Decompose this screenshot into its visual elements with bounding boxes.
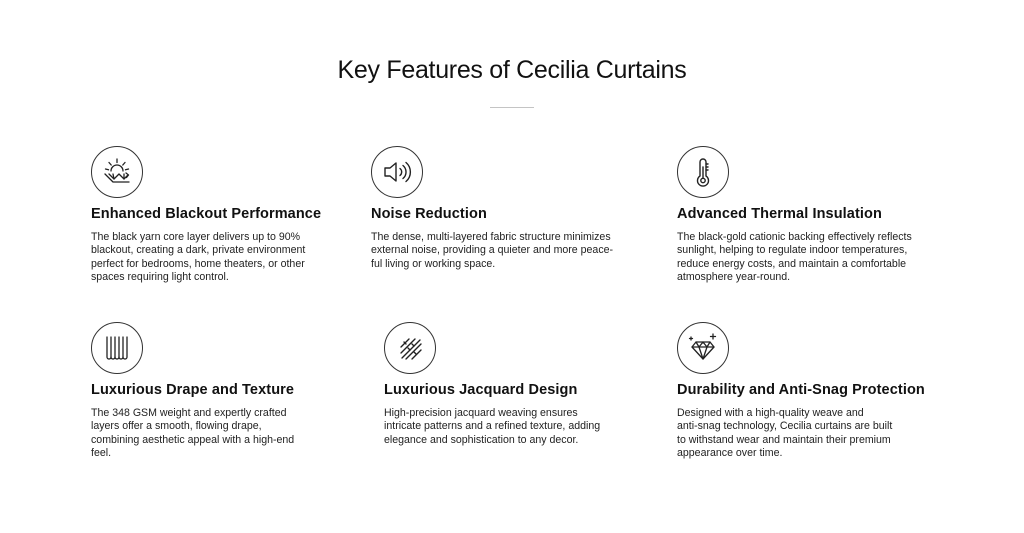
thermometer-icon bbox=[677, 146, 729, 198]
description-line: elegance and sophistication to any decor. bbox=[384, 433, 579, 446]
feature-title: Luxurious Jacquard Design bbox=[384, 382, 578, 398]
description-line: The dense, multi-layered fabric structure minimizes bbox=[371, 231, 611, 243]
description-line: Designed with a high-quality weave and bbox=[677, 407, 864, 419]
speaker-icon bbox=[371, 146, 423, 198]
description-line: sunlight, helping to regulate indoor temperatures, bbox=[677, 244, 908, 257]
feature-description bbox=[91, 231, 331, 285]
title-divider bbox=[490, 107, 534, 108]
feature-description bbox=[371, 231, 614, 271]
description-line: atmosphere year-round. bbox=[677, 271, 791, 284]
description-line: blackout, creating a dark, private environment bbox=[91, 244, 306, 257]
feature-title: Advanced Thermal Insulation bbox=[677, 206, 882, 222]
description-line: appearance over time. bbox=[677, 447, 783, 460]
feature-drape-texture bbox=[91, 322, 353, 461]
description-line: High-precision jacquard weaving ensures bbox=[384, 407, 578, 419]
description-line: spaces requiring light control. bbox=[91, 271, 229, 284]
feature-description bbox=[91, 407, 331, 461]
description-line: to withstand wear and maintain their premium bbox=[677, 433, 891, 446]
description-line: layers offer a smooth, flowing drape, bbox=[91, 420, 262, 433]
description-line: perfect for bedrooms, home theaters, or other bbox=[91, 257, 305, 270]
feature-title: Enhanced Blackout Performance bbox=[91, 206, 322, 222]
description-line: The 348 GSM weight and expertly crafted bbox=[91, 407, 287, 419]
feature-blackout bbox=[91, 146, 353, 285]
feature-jacquard-design bbox=[384, 322, 646, 447]
feature-description bbox=[677, 407, 917, 461]
description-line: combining aesthetic appeal with a high-end bbox=[91, 433, 295, 446]
diamond-icon bbox=[677, 322, 729, 374]
jacquard-pattern-icon bbox=[384, 322, 436, 374]
feature-noise-reduction bbox=[371, 146, 633, 271]
description-line: reduce energy costs, and maintain a comfortable bbox=[677, 257, 907, 270]
page-title: Key Features of Cecilia Curtains bbox=[337, 56, 687, 84]
description-line: The black-gold cationic backing effectively reflects bbox=[677, 231, 912, 243]
description-line: external noise, providing a quieter and more peace- bbox=[371, 244, 614, 257]
feature-title: Durability and Anti-Snag Protection bbox=[677, 382, 925, 398]
description-line: anti-snag technology, Cecilia curtains are built bbox=[677, 420, 893, 433]
feature-thermal-insulation bbox=[677, 146, 939, 285]
feature-description bbox=[677, 231, 917, 285]
feature-title: Noise Reduction bbox=[371, 206, 487, 222]
feature-durability bbox=[677, 322, 939, 461]
feature-title: Luxurious Drape and Texture bbox=[91, 382, 295, 398]
description-line: The black yarn core layer delivers up to 90% bbox=[91, 231, 301, 243]
description-line: ful living or working space. bbox=[371, 257, 496, 270]
sun-blocked-icon bbox=[91, 146, 143, 198]
curtain-drape-icon bbox=[91, 322, 143, 374]
description-line: intricate patterns and a refined texture, adding bbox=[384, 420, 601, 433]
description-line: feel. bbox=[91, 447, 112, 460]
feature-description bbox=[384, 407, 624, 447]
